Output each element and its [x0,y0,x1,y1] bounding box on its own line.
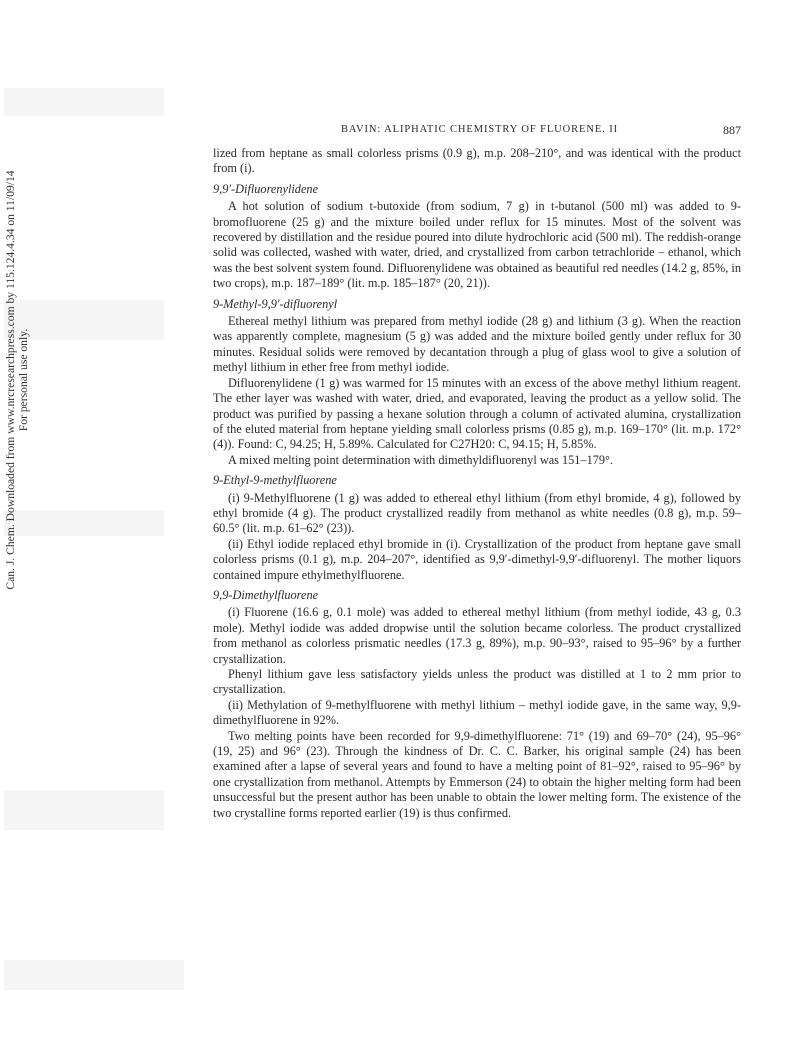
continued-paragraph: lized from heptane as small colorless prisms (0.9 g), m.p. 208–210°, and was identical with the product from (i). [213,146,741,176]
section-heading: 9,9′-Difluorenylidene [213,181,319,196]
paragraph: Phenyl lithium gave less satisfactory yields unless the product was distilled at 1 to 2 mm prior to crystallization. [213,667,741,697]
running-head-title: BAVIN: ALIPHATIC CHEMISTRY OF FLUORENE. II [341,124,618,135]
paragraph: (ii) Methylation of 9-methylfluorene with methyl lithium – methyl iodide gave, in the same way, 9,9-dimethylfluorene in 92%. [213,697,741,728]
bleed-through-block [4,510,164,536]
download-watermark [0,0,44,800]
bleed-through-block [4,960,184,990]
personal-use-line: For personal use only. [17,328,30,432]
bleed-through-block [4,88,164,116]
bleed-through-block [4,300,164,340]
paragraph: (i) 9-Methylfluorene (1 g) was added to ethereal ethyl lithium (from ethyl bromide, 4 g), followed by ethyl bromide (4 g). The product crystallized readily from methanol as white needles (0.8 g), m.p. 59–60.5° (lit. m.p. 61–62° (23)). [213,490,741,536]
paragraph: (ii) Ethyl iodide replaced ethyl bromide in (i). Crystallization of the product from heptane gave small colorless prisms (0.1 g), m.p. 204–207°, identified as 9,9′-dimethyl-9,9′-difluorenyl. The mother liquors contained impure ethylmethylfluorene. [213,536,741,582]
section-heading: 9,9-Dimethylfluorene [213,587,319,602]
paragraph: (i) Fluorene (16.6 g, 0.1 mole) was added to ethereal methyl lithium (from methyl iodide, 43 g, 0.3 mole). Methyl iodide was added dropwise until the solution became colorless. The product crystallized from methanol as colorless prismatic needles (17.3 g, 89%), m.p. 90–93°, raised to 95–96° by a further crystallization. [213,605,741,666]
paragraph: A hot solution of sodium t-butoxide (from sodium, 7 g) in t-butanol (500 ml) was added to 9-bromofluorene (25 g) and the mixture boiled under reflux for 15 minutes. Most of the solvent was recovered by distillation and the residue poured into dilute hydrochloric acid (500 ml). The reddish-orange solid was collected, washed with water, dried, and crystallized from carbon tetrachloride – ethanol, which was the best solvent system found. Difluorenylidene was obtained as beautiful red needles (14.2 g, 85%, in two crops), m.p. 187–189° (lit. m.p. 185–187° (20, 21)). [213,199,741,291]
paragraph: Difluorenylidene (1 g) was warmed for 15 minutes with an excess of the above methyl lithium reagent. The ether layer was washed with water, dried, and evaporated, leaving the product as a yellow solid. The product was purified by passing a hexane solution through a column of activated alumina, crystallization of the eluted material from heptane yielding small colorless prisms (0.85 g), m.p. 169–170° (lit. m.p. 172° (4)). Found: C, 94.25; H, 5.89%. Calculated for C27H20: C, 94.15; H, 5.85%. [213,375,741,452]
section-heading: 9-Methyl-9,9′-difluorenyl [213,296,338,311]
download-source-line: Can. J. Chem. Downloaded from www.nrcresearchpress.com by 115.124.4.34 on 11/09/14 [4,170,17,590]
paragraph: A mixed melting point determination with dimethyldifluorenyl was 151–179°. [228,452,614,467]
article-body [213,146,741,821]
paragraph: Two melting points have been recorded for 9,9-dimethylfluorene: 71° (19) and 69–70° (24), 95–96° (19, 25) and 96° (23). Through the kindness of Dr. C. C. Barker, his original sample (24) has been examined after a lapse of several years and found to have a melting point of 81–92°, raised to 95–96° by one crystallization from methanol. Attempts by Emmerson (24) to obtain the higher melting form had been unsuccessful but the present author has been unable to obtain the lower melting form. The existence of the two crystalline forms reported earlier (19) is thus confirmed. [213,728,741,820]
section-heading: 9-Ethyl-9-methylfluorene [213,473,337,488]
page-number: 887 [723,123,741,137]
paragraph: Ethereal methyl lithium was prepared from methyl iodide (28 g) and lithium (3 g). When the reaction was apparently complete, magnesium (5 g) was added and the mixture boiled gently under reflux for 30 minutes. Residual solids were removed by decantation through a plug of glass wool to give a solution of methyl lithium in ether free from methyl iodide. [213,314,741,375]
bleed-through-block [4,790,164,830]
running-header [213,124,741,140]
